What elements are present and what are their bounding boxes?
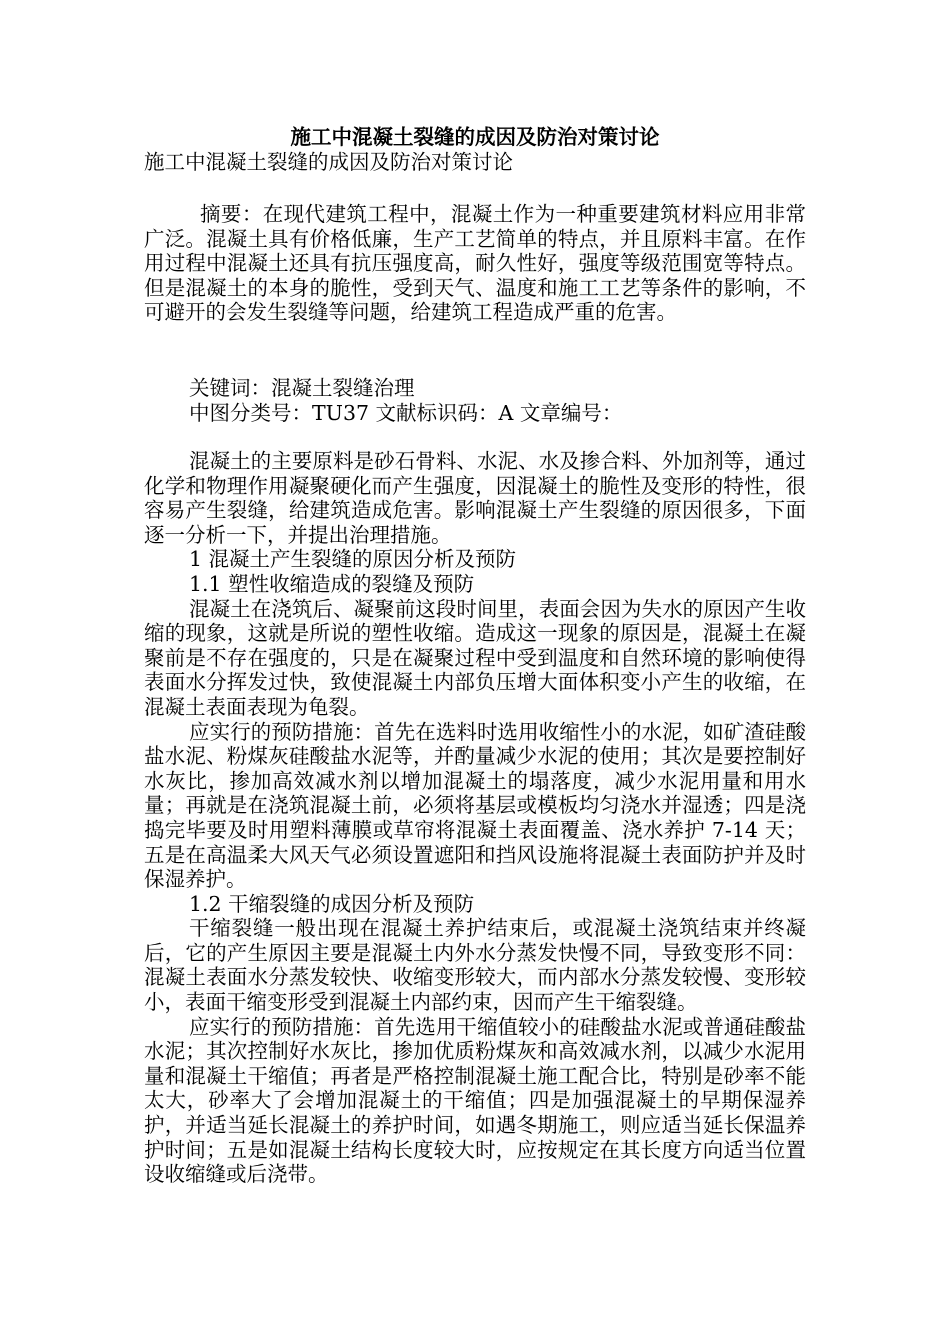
document-subtitle: 施工中混凝土裂缝的成因及防治对策讨论 [144, 150, 513, 174]
subsection-heading: 1.1 塑性收缩造成的裂缝及预防 [189, 571, 475, 596]
body-paragraph: 应实行的预防措施：首先选用干缩值较小的硅酸盐水泥或普通硅酸盐水泥；其次控制好水灰比，掺加优质粉煤灰和高效减水剂，以减少水泥用量和混凝土干缩值；再者是严格控制混凝土施工配合比，特别是砂率不能太大，砂率大了会增加混凝土的干缩值；四是加强混凝土的早期保湿养护，并适当延长混凝土的养护时间，如遇冬期施工，则应适当延长保温养护时间；五是如混凝土结构长度较大时，应按规定在其长度方向适当位置设收缩缝或后浇带。 [144, 1014, 806, 1187]
abstract-paragraph: 摘要：在现代建筑工程中，混凝土作为一种重要建筑材料应用非常广泛。混凝土具有价格低廉，生产工艺简单的特点，并且原料丰富。在作用过程中混凝土还具有抗压强度高，耐久性好，强度等级范围宽等特点。但是混凝土的本身的脆性，受到天气、温度和施工工艺等条件的影响，不可避开的会发生裂缝等问题，给建筑工程造成严重的危害。 [144, 202, 806, 325]
keywords-line: 关键词：混凝土裂缝治理 [189, 376, 415, 400]
classification-line: 中图分类号：TU37 文献标识码：A 文章编号： [189, 400, 623, 425]
body-paragraph: 应实行的预防措施：首先在选料时选用收缩性小的水泥，如矿渣硅酸盐水泥、粉煤灰硅酸盐水泥等，并酌量减少水泥的使用；其次是要控制好水灰比，掺加高效减水剂以增加混凝土的塌落度，减少水泥用量和用水量；再就是在浇筑混凝土前，必须将基层或模板均匀浇水并湿透；四是浇捣完毕要及时用塑料薄膜或草帘将混凝土表面覆盖、浇水养护 7-14 天；五是在高温柔大风天气必须设置遮阳和挡风设施将混凝土表面防护并及时保湿养护。 [144, 719, 806, 892]
body-paragraph: 混凝土的主要原料是砂石骨料、水泥、水及掺合料、外加剂等，通过化学和物理作用凝聚硬化而产生强度，因混凝土的脆性及变形的特性，很容易产生裂缝，给建筑造成危害。影响混凝土产生裂缝的原因很多，下面逐一分析一下，并提出治理措施。 [144, 449, 806, 547]
body-text [144, 449, 806, 1187]
keywords-block [144, 376, 806, 425]
body-paragraph: 混凝土在浇筑后、凝聚前这段时间里，表面会因为失水的原因产生收缩的现象，这就是所说的塑性收缩。造成这一现象的原因是，混凝土在凝聚前是不存在强度的，只是在凝聚过程中受到温度和自然环境的影响使得表面水分挥发过快，致使混凝土内部负压增大面体积变小产生的收缩，在混凝土表面表现为龟裂。 [144, 596, 806, 719]
body-paragraph: 干缩裂缝一般出现在混凝土养护结束后，或混凝土浇筑结束并终凝后，它的产生原因主要是混凝土内外水分蒸发快慢不同，导致变形不同：混凝土表面水分蒸发较快、收缩变形较大，而内部水分蒸发较慢、变形较小，表面干缩变形受到混凝土内部约束，因而产生干缩裂缝。 [144, 916, 806, 1015]
section-heading: 1 混凝土产生裂缝的原因分析及预防 [189, 547, 517, 572]
subsection-heading: 1.2 干缩裂缝的成因分析及预防 [189, 891, 475, 916]
document-title: 施工中混凝土裂缝的成因及防治对策讨论 [290, 125, 660, 149]
